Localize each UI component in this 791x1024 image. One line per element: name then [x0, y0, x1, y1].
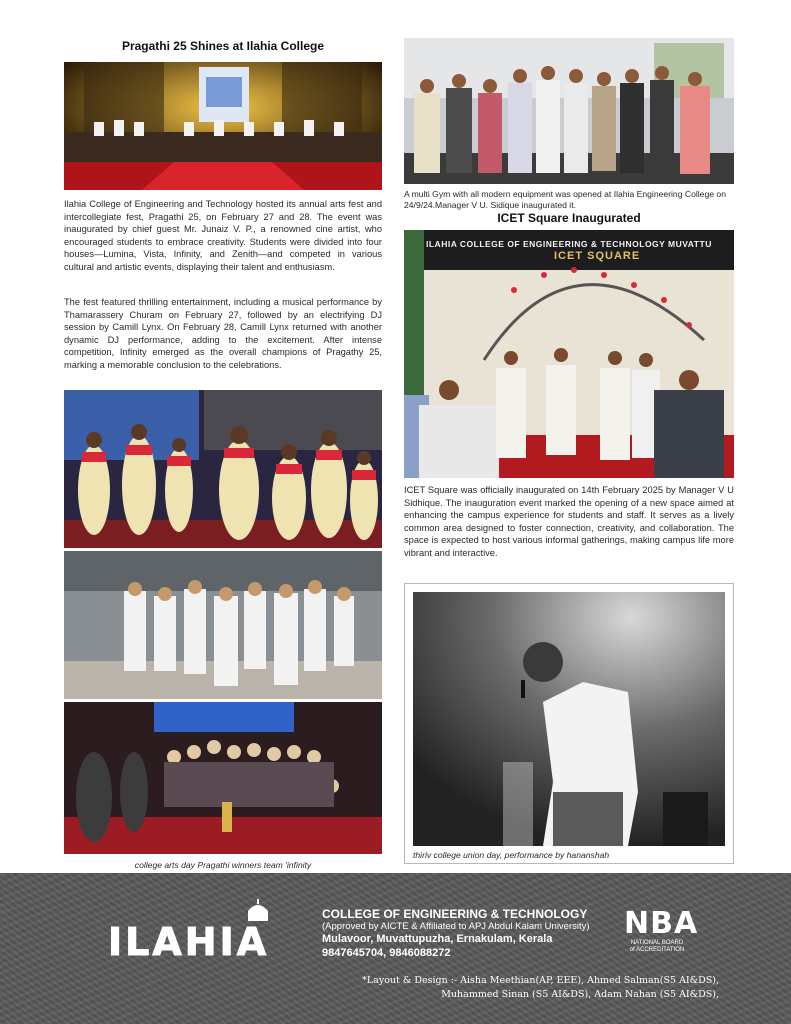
nba-logo-line1: NATIONAL BOARD [630, 940, 684, 946]
article-title-icet-square: ICET Square Inaugurated [497, 211, 641, 225]
performance-photo-frame [404, 583, 734, 864]
stage-inauguration-photo [64, 62, 382, 190]
footer-approval-line: (Approved by AICTE & Affiliated to APJ Abdul Kalam University) [322, 921, 590, 932]
design-credits-line1: *Layout & Design :- Aisha Meethian(AP, EEE), Ahmed Salman(S5 AI&DS), [362, 975, 719, 986]
gym-opening-photo [404, 38, 734, 184]
winners-team-photo [64, 702, 382, 854]
pragathi-paragraph-1: Ilahia College of Engineering and Technology hosted its annual arts fest and intercollegiate fest, Pragathi 25, on February 27 and 28. The event was inaugurated by chief guest Mr. Junaiz V. P., a renowned cine artist, who encouraged students to embrace creativity. Students were divided into four houses—Lumina, Vista, Infinity, and Zenith—and competed in various cultural and artistic events, displaying their talent and enthusiasm. [64, 199, 382, 272]
nba-logo-line2: of ACCREDITATION [629, 947, 685, 953]
hananshah-performance-photo [413, 592, 725, 846]
thiruvathira-dance-photo [64, 390, 382, 548]
article-title-pragathi: Pragathi 25 Shines at Ilahia College [121, 39, 325, 53]
icet-banner-college-line: ILAHIA COLLEGE OF ENGINEERING & TECHNOLOGY MUVATTU [426, 239, 712, 249]
ilahia-logo-wordmark: ILAHIA [108, 920, 270, 964]
design-credits-line2: Muhammed Sinan (S5 AI&DS), Adam Nahan (S5 AI&DS), [441, 989, 719, 1000]
nba-logo [624, 906, 699, 954]
footer-phones: 9847645704, 9846088272 [322, 947, 451, 959]
pragathi-paragraph-2: The fest featured thrilling entertainment, including a musical performance by Thamarassery Churam on February 27, followed by an electrifying DJ session by Camill Lynx. On February 28, Camill Lynx returned with another dynamic DJ performance, adding to the excitement. After intense competition, Infinity emerged as the overall champions of Pragathy 25, marking a memorable conclusion to the celebrations. [64, 297, 382, 370]
footer-college-line: COLLEGE OF ENGINEERING & TECHNOLOGY [322, 907, 588, 921]
nba-logo-mark: NBA [624, 906, 699, 941]
gym-caption: A multi Gym with all modern equipment was opened at Ilahia Engineering College on 24/9/24.Manager V U. Sidique inaugurated it. [404, 189, 726, 210]
icet-banner-square-name: ICET SQUARE [554, 250, 641, 262]
icet-square-inauguration-photo [404, 230, 734, 478]
footer-address: Mulavoor, Muvattupuzha, Ernakulam, Kerala [322, 933, 553, 945]
winners-caption: college arts day Pragathi winners team 'infinity [134, 860, 312, 870]
icet-square-paragraph: ICET Square was officially inaugurated on 14th February 2025 by Manager V U Sidhique. The inauguration event marked the opening of a new space aimed at enhancing the campus experience for students and staff. It serves as a lively common area designed to foster connection, creativity, and collaboration. The space is expected to host various informal gatherings, making campus life more vibrant and interactive. [404, 485, 734, 558]
performance-caption: thiriv college union day, performance by hananshah [413, 850, 610, 860]
group-dance-white-photo [64, 551, 382, 699]
ilahia-logo-dome-icon [246, 899, 270, 921]
